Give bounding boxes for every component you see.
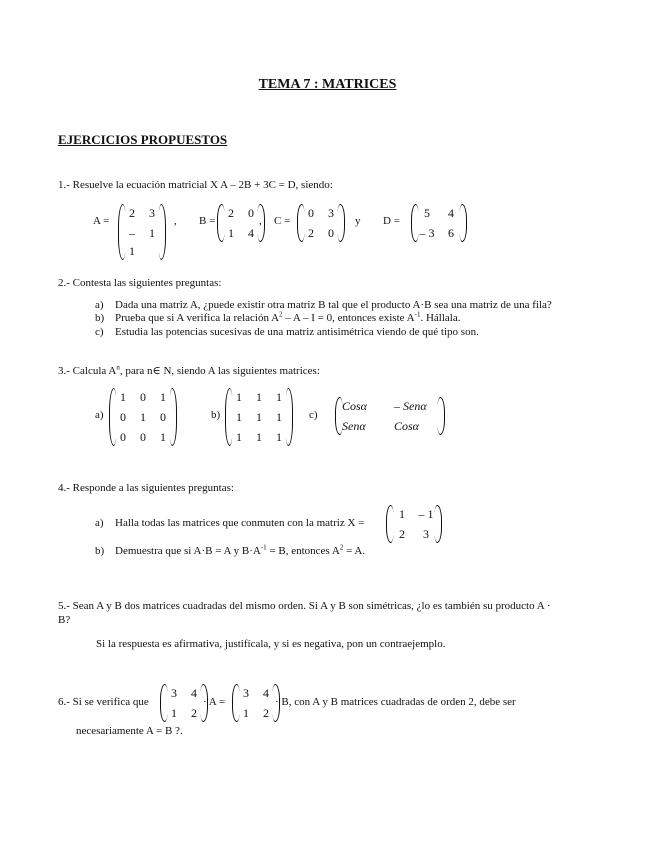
matrix-6-right (232, 684, 280, 722)
matrix-b (217, 204, 265, 242)
exercise-2c-text: Estudia las potencias sucesivas de una matriz antisimétrica viendo de qué tipo son. (115, 326, 479, 338)
matrix-3a (109, 388, 177, 446)
matrix-cell: 0 (140, 430, 146, 444)
matrix-cell: 2 (308, 226, 314, 240)
matrix-cell: 4 (448, 206, 454, 220)
item-marker: a) (95, 409, 104, 421)
item-marker: b) (95, 312, 105, 324)
matrix-cell: 6 (448, 226, 454, 240)
matrix-cell: 3 (423, 527, 429, 541)
matrix-d (411, 204, 467, 242)
matrix-cell: 0 (120, 410, 126, 424)
separator-comma: , (174, 215, 177, 227)
matrix-cell: 3 (328, 206, 334, 220)
matrix-cell: 1 (276, 430, 282, 444)
item-marker: a) (95, 299, 104, 311)
matrix-cell: 1 (160, 430, 166, 444)
matrix-cell: 1 (256, 410, 262, 424)
matrix-cell: 3 (149, 206, 155, 220)
item-marker: c) (95, 326, 104, 338)
matrix-cell: 1 (276, 390, 282, 404)
matrix-x (386, 505, 442, 543)
matrix-cell: – 3 (419, 226, 435, 240)
matrix-cell: 0 (308, 206, 314, 220)
separator-comma: , (259, 215, 262, 227)
matrix-cell: 1 (160, 390, 166, 404)
exercise-4b-text: Demuestra que si A·B = A y $B\cdot A^{-1} = B$, entonces $A^2 = A$. (115, 543, 366, 557)
matrix-cell: 1 (236, 430, 242, 444)
matrix-cell: 0 (160, 410, 166, 424)
item-marker: b) (95, 545, 105, 557)
matrix-cell: – 1 (418, 507, 434, 521)
matrix-cell: 1 (256, 430, 262, 444)
matrix-cell: Cosα (342, 399, 367, 413)
exercise-2a-text: Dada una matriz A, ¿puede existir otra matriz B tal que el producto A·B sea una matriz de una fila? (115, 299, 552, 311)
exercise-5-line2: B? (58, 614, 71, 626)
matrix-3b (225, 388, 293, 446)
matrix-cell: 1 (256, 390, 262, 404)
item-marker: b) (211, 409, 221, 421)
matrix-cell: 1 (228, 226, 234, 240)
matrix-cell: – 1 (129, 226, 135, 258)
matrix-cell: 1 (243, 706, 249, 720)
exercise-2b-text: Prueba que si A verifica la relación $A^2 - A - I = 0$, entonces existe $A^{-1}$. Hállala. (115, 310, 461, 324)
matrix-cell: 1 (399, 507, 405, 521)
matrix-d-label: D = (383, 215, 400, 227)
matrix-cell: 2 (399, 527, 405, 541)
matrix-cell: 2 (263, 706, 269, 720)
exercise-6-suffix: · B, con A y B matrices cuadradas de orden 2, debe ser (275, 696, 516, 708)
matrix-b-label: B = (199, 215, 216, 227)
matrix-cell: Senα (342, 419, 366, 433)
section-heading: EJERCICIOS PROPUESTOS (58, 132, 228, 147)
exercise-6-line2: necesariamente A = B ?. (76, 725, 183, 737)
exercise-6-prefix: 6.- Si se verifica que (58, 696, 149, 708)
matrix-cell: 4 (191, 686, 197, 700)
matrix-cell: 0 (120, 430, 126, 444)
exercise-4-statement: 4.- Responde a las siguientes preguntas: (58, 482, 234, 494)
matrix-cell: 2 (129, 206, 135, 220)
matrix-cell: 4 (248, 226, 254, 240)
exercise-5-line3: Si la respuesta es afirmativa, justifícala, y si es negativa, pon un contraejemplo. (96, 638, 446, 650)
matrix-cell: 1 (140, 410, 146, 424)
matrix-cell: 0 (328, 226, 334, 240)
matrix-cell: Cosα (394, 419, 419, 433)
matrix-cell: 1 (120, 390, 126, 404)
matrix-cell: 5 (424, 206, 430, 220)
exercise-5-line1: 5.- Sean A y B dos matrices cuadradas del mismo orden. Si A y B son simétricas, ¿lo es también su producto A · (58, 600, 551, 612)
matrix-cell: 1 (236, 410, 242, 424)
matrix-cell: 4 (263, 686, 269, 700)
exercise-6-mid: · A = (203, 696, 226, 708)
item-marker: a) (95, 517, 104, 529)
matrix-6-left (160, 684, 208, 722)
matrix-a-label: A = (93, 215, 110, 227)
conjunction-y: y (355, 215, 361, 227)
matrix-cell: 1 (236, 390, 242, 404)
matrix-3c (335, 397, 445, 435)
exercise-2-statement: 2.- Contesta las siguientes preguntas: (58, 277, 222, 289)
exercise-3-statement: 3.- Calcula $A^n$, para n∈ N, siendo A las siguientes matrices: (58, 363, 320, 377)
matrix-cell: 3 (243, 686, 249, 700)
matrix-c (297, 204, 345, 242)
matrix-a (118, 204, 166, 260)
matrix-cell: 2 (191, 706, 197, 720)
matrix-cell: 0 (140, 390, 146, 404)
matrix-cell: – Senα (394, 399, 427, 413)
matrix-c-label: C = (274, 215, 291, 227)
matrix-cell: 1 (276, 410, 282, 424)
matrix-cell: 1 (171, 706, 177, 720)
matrix-cell: 2 (228, 206, 234, 220)
exercise-4a-text: Halla todas las matrices que conmuten con la matriz X = (115, 517, 365, 529)
exercise-1-statement: 1.- Resuelve la ecuación matricial X A – 2B + 3C = D, siendo: (58, 179, 333, 191)
matrix-cell: 3 (171, 686, 177, 700)
matrix-cell: 0 (248, 206, 254, 220)
page-title: TEMA 7 : MATRICES (258, 77, 397, 92)
item-marker: c) (309, 409, 318, 421)
matrix-cell: 1 (149, 226, 155, 240)
